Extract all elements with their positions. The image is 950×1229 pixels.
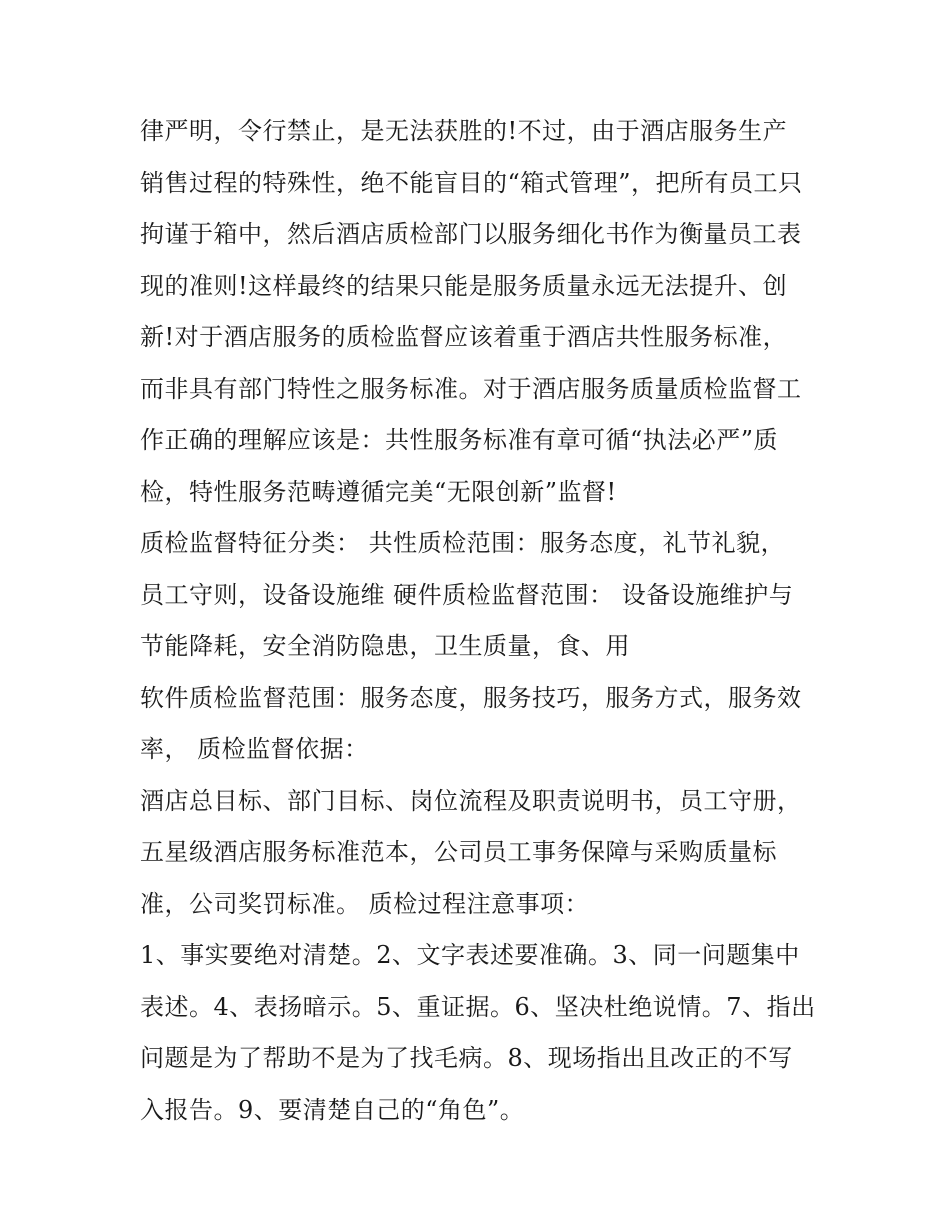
text-line: 拘谨于箱中，然后酒店质检部门以服务细化书作为衡量员工表 (140, 220, 802, 248)
text-line: 新!对于酒店服务的质检监督应该着重于酒店共性服务标准， (140, 323, 788, 351)
text-line: 节能降耗，安全消防隐患，卫生质量，食、用 (140, 632, 630, 660)
text-line: 入报告。9、要清楚自己的“角色”。 (140, 1095, 525, 1124)
text-line: 律严明，令行禁止，是无法获胜的!不过，由于酒店服务生产 (140, 117, 788, 145)
text-line: 问题是为了帮助不是为了找毛病。8、现场指出且改正的不写 (140, 1044, 793, 1072)
text-line: 准，公司奖罚标准。 质检过程注意事项： (140, 889, 590, 918)
text-line: 检，特性服务范畴遵循完美“无限创新”监督! (140, 477, 617, 506)
text-line: 质检监督特征分类： 共性质检范围：服务态度，礼节礼貌， (140, 529, 786, 557)
text-line: 现的准则!这样最终的结果只能是服务质量永远无法提升、创 (140, 271, 788, 300)
text-line: 作正确的理解应该是：共性服务标准有章可循“执法必严”质 (140, 426, 779, 454)
text-line: 而非具有部门特性之服务标准。对于酒店服务质量质检监督工 (140, 374, 802, 403)
text-line: 表述。4、表扬暗示。5、重证据。6、坚决杜绝说情。7、指出 (140, 992, 816, 1021)
text-line: 软件质检监督范围：服务态度，服务技巧，服务方式，服务效 (140, 683, 802, 712)
text-line: 销售过程的特殊性，绝不能盲目的“箱式管理”，把所有员工只 (140, 168, 803, 197)
body-text (140, 106, 830, 1136)
text-line: 员工守则，设备设施维 硬件质检监督范围： 设备设施维护与 (140, 580, 794, 609)
text-line: 率， 质检监督依据： (140, 735, 369, 763)
text-line: 五星级酒店服务标准范本，公司员工事务保障与采购质量标 (140, 838, 777, 866)
text-line: 1、事实要绝对清楚。2、文字表述要准确。3、同一问题集中 (140, 941, 800, 969)
text-line: 酒店总目标、部门目标、岗位流程及职责说明书，员工守册， (140, 786, 802, 815)
